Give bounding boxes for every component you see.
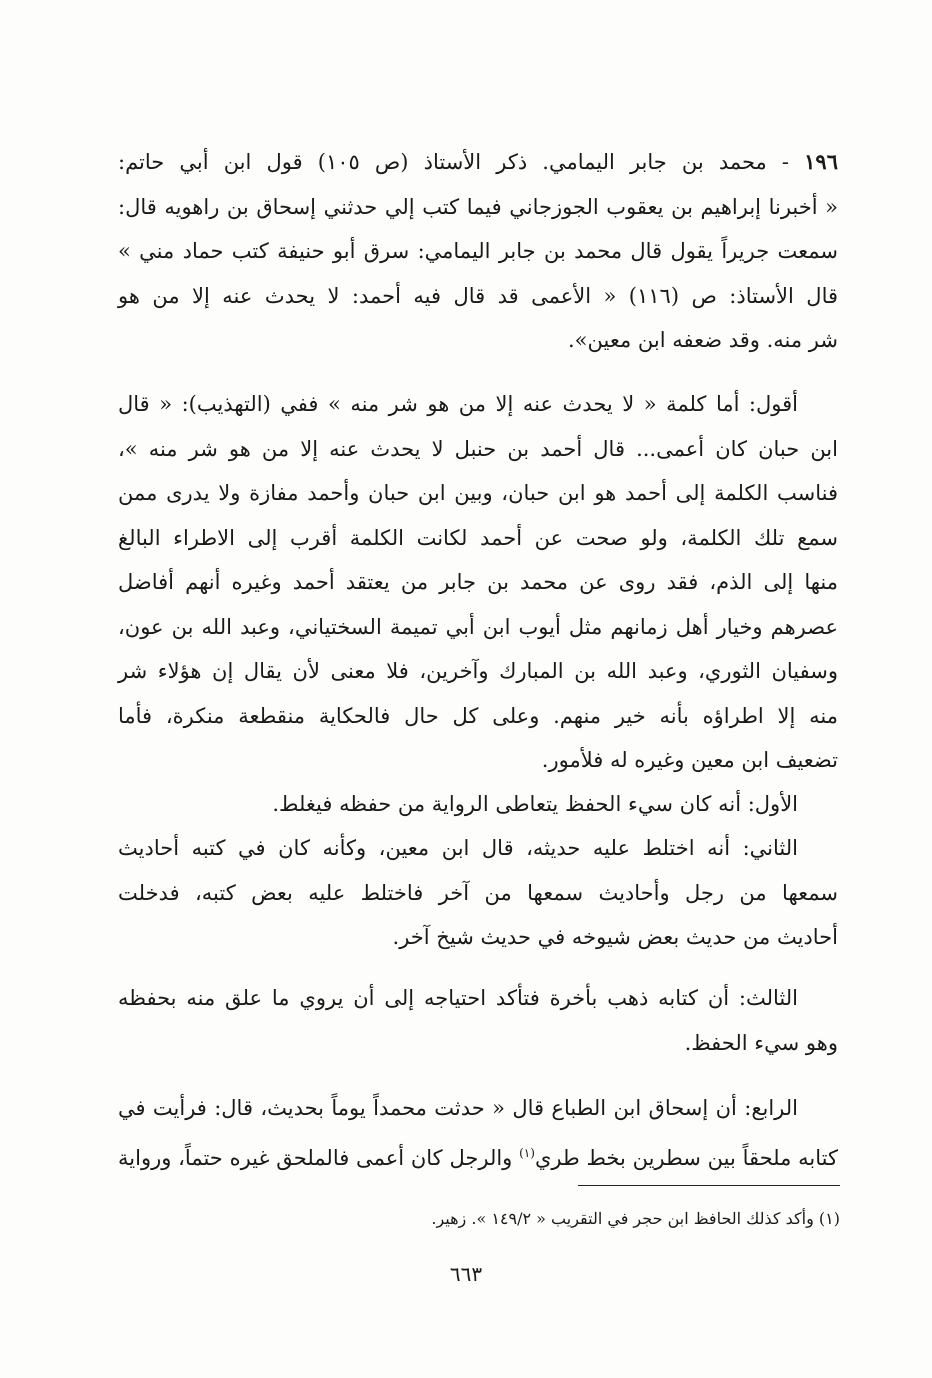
text-line: الثالث: أن كتابه ذهب بأخرة فتأكد احتياجه إلى أن يروي ما علق منه بحفظه xyxy=(118,986,798,1010)
text-line: « أخبرنا إبراهيم بن يعقوب الجوزجاني فيما كتب إلي حدثني إسحاق بن راهويه قال: xyxy=(118,194,838,219)
fourth-reason-paragraph xyxy=(118,1086,838,1180)
footnote-separator xyxy=(578,1185,840,1186)
text-line: ١٩٦ - محمد بن جابر اليمامي. ذكر الأستاذ (ص ١٠٥) قول ابن أبي حاتم: xyxy=(118,149,838,174)
text-line: فناسب الكلمة إلى أحمد هو ابن حبان، وبين ابن حبان وأحمد مفازة ولا يدرى ممن xyxy=(118,481,838,505)
text-line: الرابع: أن إسحاق ابن الطباع قال « حدثت محمداً يوماً بحديث، قال: فرأيت في xyxy=(118,1096,798,1120)
text-line: شر منه. وقد ضعفه ابن معين». xyxy=(567,328,838,352)
entry-196-paragraph xyxy=(118,140,838,363)
text-line: الأول: أنه كان سيء الحفظ يتعاطى الرواية من حفظه فيغلط. xyxy=(272,792,798,816)
footnote-marker: (١) xyxy=(519,1145,535,1160)
text-line: قال الأستاذ: ص (١١٦) « الأعمى قد قال فيه أحمد: لا يحدث عنه إلا من هو xyxy=(118,283,839,308)
text-line: أحاديث من حديث بعض شيوخه في حديث شيخ آخر. xyxy=(392,925,838,949)
text-line: تضعيف ابن معين وغيره له فلأمور. xyxy=(541,748,838,772)
text-line: الثاني: أنه اختلط عليه حديثه، قال ابن معين، وكأنه كان في كتبه أحاديث xyxy=(118,836,798,860)
second-reason-paragraph xyxy=(118,826,838,960)
text-line: عصرهم وخيار أهل زمانهم مثل أيوب ابن أبي تميمة السختياني، وعبد الله بن عون، xyxy=(118,614,838,639)
text-line: أقول: أما كلمة « لا يحدث عنه إلا من هو شر منه » ففي (التهذيب): « قال xyxy=(118,392,798,416)
text-line: وسفيان الثوري، وعبد الله بن المبارك وآخرين، فلا معنى لأن يقال إن هؤلاء شر xyxy=(118,659,838,683)
third-reason-paragraph xyxy=(118,976,838,1065)
entry-number: ١٩٦ xyxy=(804,149,838,174)
text-line: سمع تلك الكلمة، ولو صحت عن أحمد لكانت الكلمة أقرب إلى الاطراء البالغ xyxy=(118,525,838,550)
text-line: سمعها من رجل وأحاديث سمعها من آخر فاختلط عليه بعض كتبه، فدخلت xyxy=(118,880,838,905)
text-line: سمعت جريراً يقول قال محمد بن جابر اليمامي: سرق أبو حنيفة كتب حماد مني » xyxy=(118,239,838,263)
page-number: ٦٦٣ xyxy=(449,1262,483,1286)
reply-paragraph xyxy=(118,382,838,783)
text-line: وهو سيء الحفظ. xyxy=(684,1030,838,1055)
text-line: ابن حبان كان أعمى... قال أحمد بن حنبل لا يحدث عنه إلا من هو شر منه »، xyxy=(118,436,838,461)
text-line: كتابه ملحقاً بين سطرين بخط طري$^{(١)}$ والرجل كان أعمى فالملحق غيره حتماً، ورواية xyxy=(118,1145,838,1170)
first-reason-paragraph xyxy=(118,782,838,827)
text-line: منه إلا اطراؤه بأنه خير منهم. وعلى كل حال فالحكاية منقطعة منكرة، فأما xyxy=(118,703,838,728)
text-line: منها إلى الذم، فقد روى عن محمد بن جابر من يعتقد أحمد وغيره أنهم أفاضل xyxy=(118,570,838,594)
footnote: (١) وأكد كذلك الحافظ ابن حجر في التقريب « ١٤٩/٢ ». زهير. xyxy=(431,1209,840,1228)
